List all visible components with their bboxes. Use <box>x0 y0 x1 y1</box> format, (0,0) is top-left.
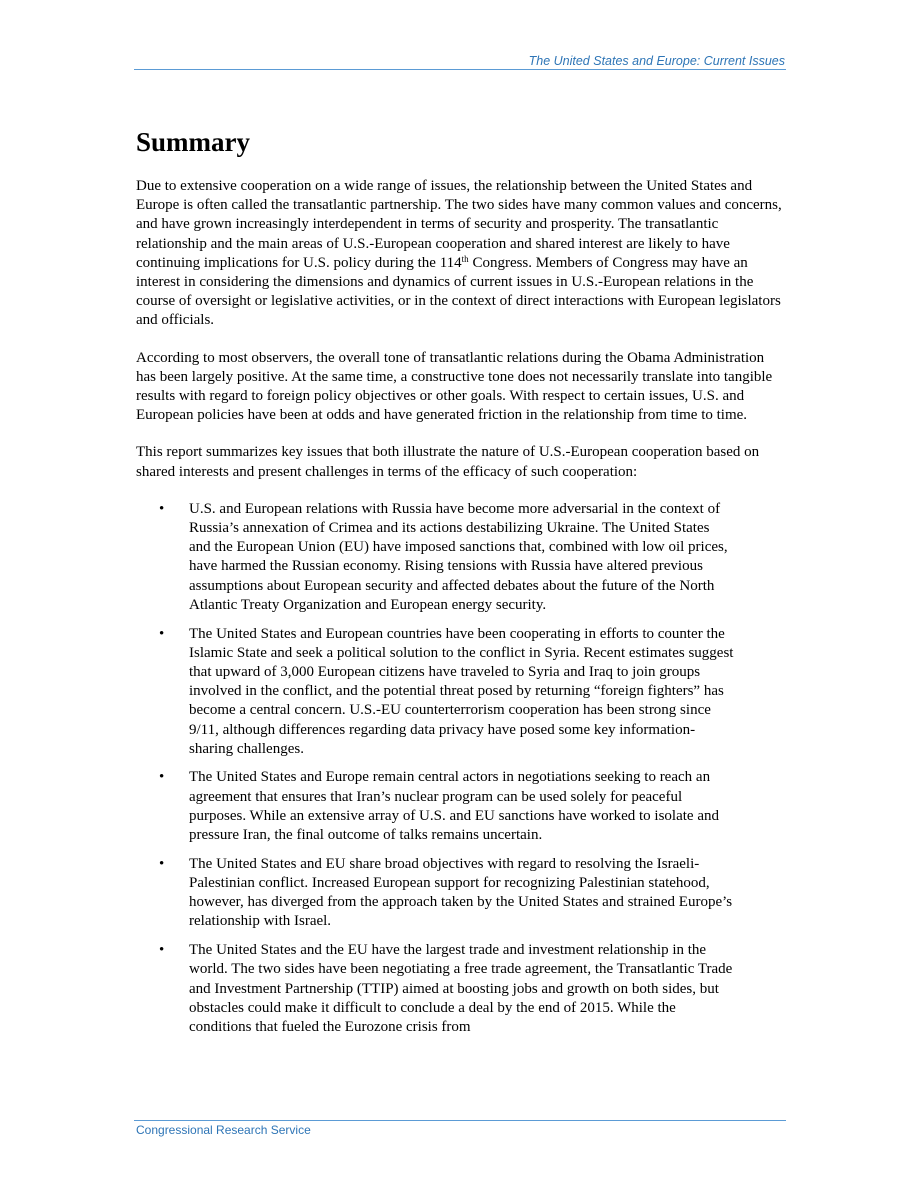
paragraph-2: According to most observers, the overall tone of transatlantic relations during the Obama Administration has been largely positive. At the same time, a constructive tone does not necessarily translate into tangible results with regard to foreign policy objectives or other goals. With respect to certain issues, U.S. and European policies have been at odds and have generated friction in the relationship from time to time. <box>136 349 773 424</box>
bullet-marker: • <box>159 500 165 517</box>
bullet-text: U.S. and European relations with Russia have become more adversarial in the context of Russia’s annexation of Crimea and its actions destabilizing Ukraine. The United States and the European Union (EU) have imposed sanctions that, combined with low oil prices, have harmed the Russian economy. Rising tensions with Russia have altered previous assumptions about European security and affected debates about the future of the North Atlantic Treaty Organization and European energy security. <box>189 500 728 613</box>
bullet-marker: • <box>159 855 165 872</box>
bullet-text: The United States and European countries have been cooperating in efforts to counter the Islamic State and seek a political solution to the conflict in Syria. Recent estimates suggest that upward of 3,000 European citizens have traveled to Syria and Iraq to join groups involved in the conflict, and the potential threat posed by returning “foreign fighters” has become a central concern. U.S.-EU counterterrorism cooperation has been strong since 9/11, although differences regarding data privacy have posed some key information-sharing challenges. <box>189 625 734 757</box>
paragraph-1 <box>136 177 786 331</box>
bullet-item-iran <box>136 768 786 845</box>
bullet-marker: • <box>159 625 165 642</box>
header-rule <box>134 69 786 70</box>
paragraph-1-part-a: Due to extensive cooperation on a wide range of issues, the relationship between the United States and Europe is often called the transatlantic partnership. The two sides have many common values and concerns, and have grown increasingly interdependent in terms of security and prosperity. The transatlantic relationship and the main areas of U.S.-European cooperation and shared interest are likely to have continuing implications for U.S. policy during the 114 <box>136 178 782 271</box>
ordinal-superscript: th <box>461 253 469 264</box>
bullet-item-israel-palestine <box>136 855 786 932</box>
footer-publisher: Congressional Research Service <box>136 1123 311 1137</box>
section-title: Summary <box>136 127 250 157</box>
bullet-text: The United States and the EU have the largest trade and investment relationship in the world. The two sides have been negotiating a free trade agreement, the Transatlantic Trade and Investment Partnership (TTIP) aimed at boosting jobs and growth on both sides, but obstacles could make it difficult to conclude a deal by the end of 2015. While the conditions that fueled the Eurozone crisis from <box>189 942 733 1035</box>
bullet-marker: • <box>159 769 165 786</box>
bullet-marker: • <box>159 942 165 959</box>
bullet-text: The United States and Europe remain central actors in negotiations seeking to reach an agreement that ensures that Iran’s nuclear program can be used solely for peaceful purposes. While an extensive array of U.S. and EU sanctions have worked to isolate and pressure Iran, the final outcome of talks remains uncertain. <box>189 769 719 844</box>
bullet-item-russia <box>136 500 786 615</box>
bullet-item-islamic-state <box>136 625 786 759</box>
footer-rule <box>134 1120 786 1121</box>
summary-body <box>136 177 786 1047</box>
running-header: The United States and Europe: Current Issues <box>528 54 785 68</box>
paragraph-3: This report summarizes key issues that both illustrate the nature of U.S.-European cooperation based on shared interests and present challenges in terms of the efficacy of such cooperation: <box>136 444 760 480</box>
paragraph-1-part-b: Congress. Members of Congress may have an interest in considering the dimensions and dynamics of current issues in U.S.-European relations in the course of oversight or legislative activities, or in the context of direct interactions with European legislators and officials. <box>136 254 781 329</box>
issue-bullet-list <box>136 500 786 1037</box>
bullet-text: The United States and EU share broad objectives with regard to resolving the Israeli-Palestinian conflict. Increased European support for recognizing Palestinian statehood, however, has diverged from the approach taken by the United States and strained Europe’s relationship with Israel. <box>189 855 733 930</box>
bullet-item-trade <box>136 941 786 1037</box>
